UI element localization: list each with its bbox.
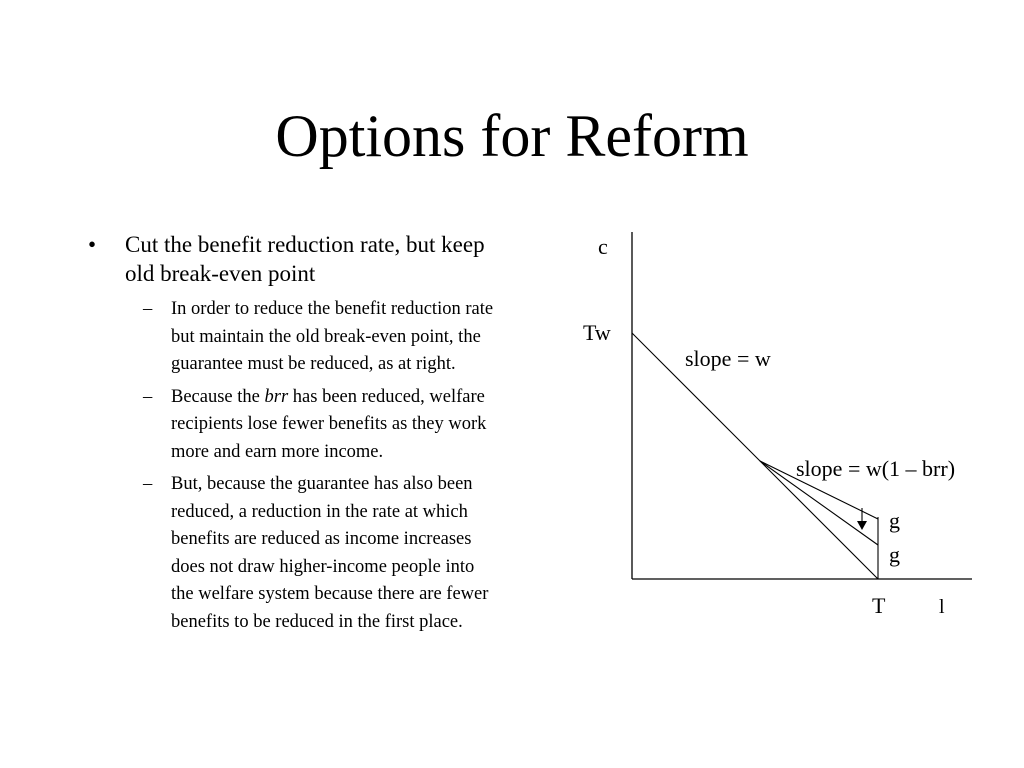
subbullet-3-text: But, because the guarantee has also been reduced, a reduction in the rate at which benefits are reduced as income increases does not draw higher-income people into the welfare system because there are fewer benefits to be reduced in the first place. (171, 474, 489, 632)
guarantee-new-label: g (889, 542, 900, 567)
subbullet-2-text-em: brr (264, 386, 289, 407)
y-intercept-label: Tw (583, 320, 611, 345)
subbullet-1-text: In order to reduce the benefit reduction rate but maintain the old break-even point, the guarantee must be reduced, as at right. (171, 299, 494, 374)
x-intercept-label: T (872, 593, 886, 618)
x-axis-mark: l (939, 596, 945, 618)
bullet-main-text: Cut the benefit reduction rate, but keep old break-even point (125, 232, 485, 286)
reduction-arrow-head (857, 521, 867, 530)
subbullet-marker: – (143, 299, 153, 319)
y-axis-label: c (598, 234, 608, 259)
subbullet-marker: – (143, 386, 153, 407)
welfare-line-label: slope = w(1 – brr) (796, 456, 956, 481)
bullet-marker: • (88, 232, 97, 257)
subbullet-2-text-post: has been reduced, welfare recipients lose fewer benefits as they work more and earn more income. (171, 386, 487, 462)
budget-line-label: slope = w (685, 346, 771, 371)
guarantee-old-label: g (889, 508, 900, 533)
subbullet-2-text-pre: Because the (171, 386, 265, 407)
slide-title: Options for Reform (275, 103, 749, 169)
subbullet-marker: – (143, 474, 153, 494)
